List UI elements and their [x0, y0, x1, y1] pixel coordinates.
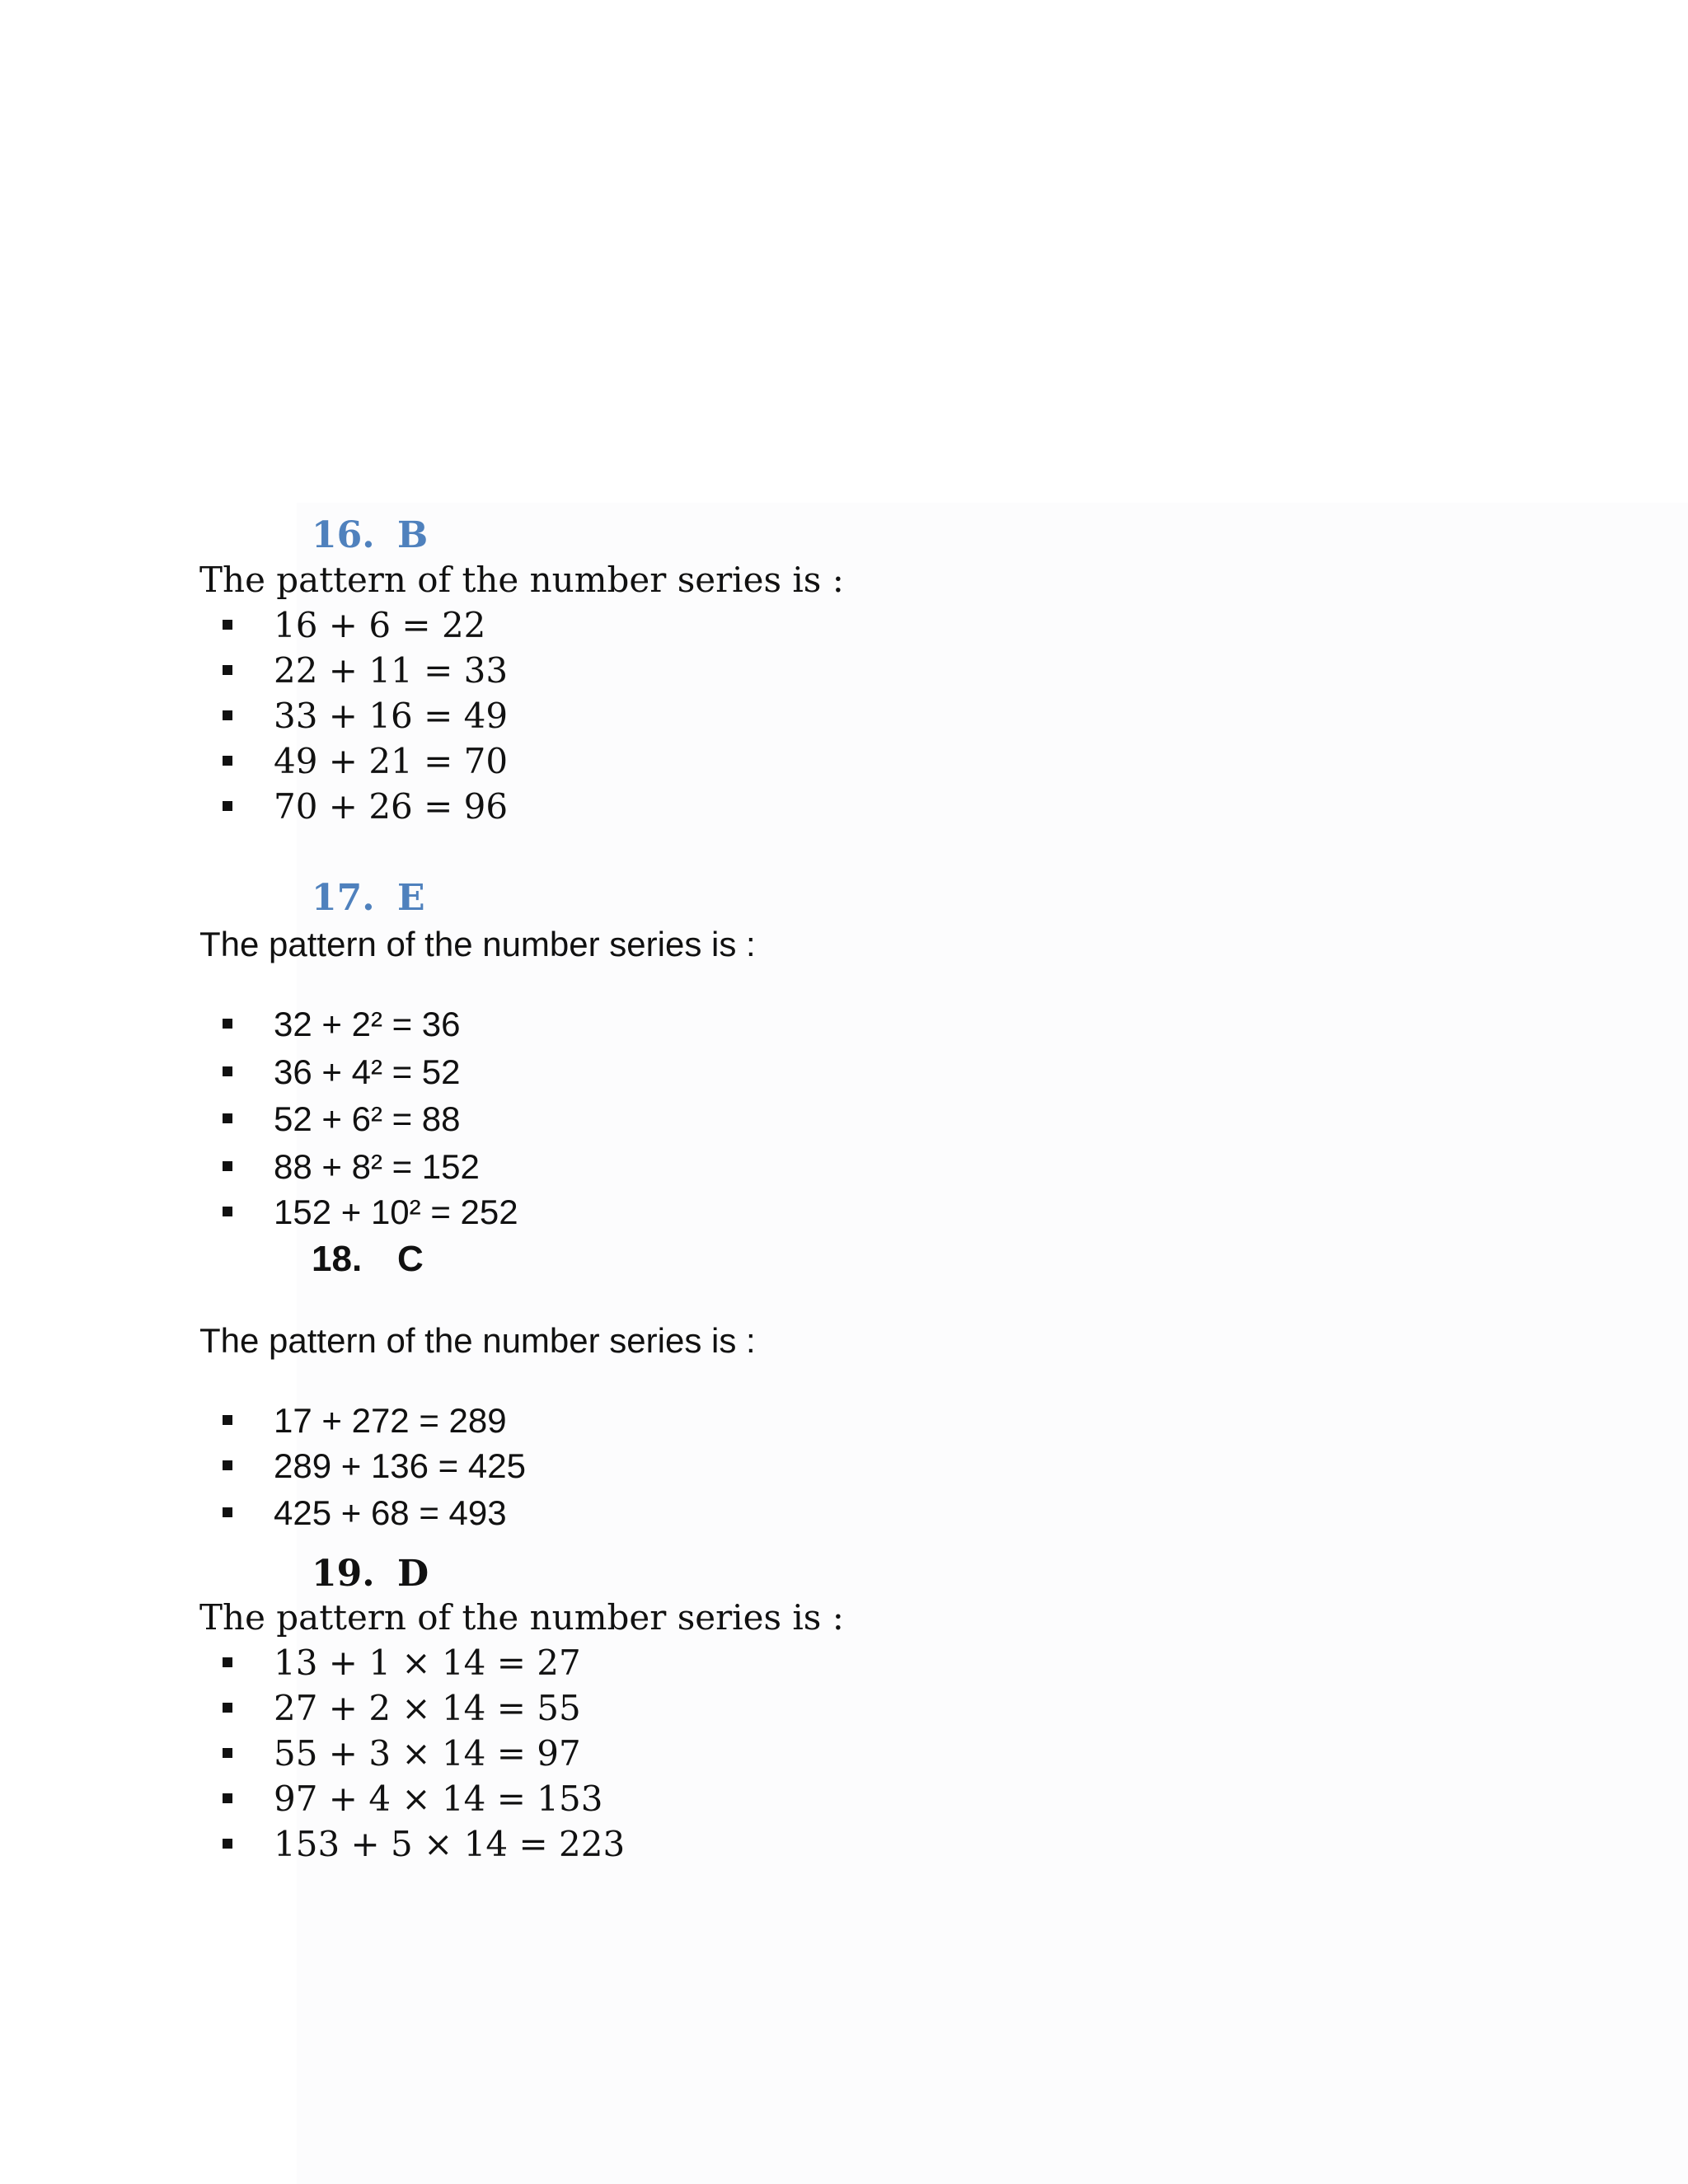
bullet-icon	[223, 710, 232, 720]
answer-heading	[312, 1553, 429, 1595]
clipped-region	[223, 1493, 552, 1532]
list-item	[223, 1779, 603, 1819]
answer-letter: C	[397, 1239, 424, 1279]
list-item	[223, 1493, 507, 1532]
bullet-icon	[223, 1415, 232, 1425]
list-item	[223, 1099, 461, 1138]
list-item	[223, 1401, 507, 1440]
list-item	[223, 741, 509, 781]
list-item	[223, 1643, 581, 1683]
list-item	[223, 1007, 461, 1042]
bullet-icon	[223, 1161, 232, 1171]
answer-heading	[312, 877, 425, 919]
series-step: 49 + 21 = 70	[274, 741, 509, 781]
pattern-intro: The pattern of the number series is :	[199, 925, 756, 963]
bullet-icon	[223, 1460, 232, 1470]
list-item	[223, 1824, 626, 1864]
bullet-icon	[223, 665, 232, 675]
answer-number: 19.	[312, 1553, 375, 1595]
bullet-icon	[223, 756, 232, 766]
answer-letter: D	[397, 1553, 429, 1595]
bullet-icon	[223, 1793, 232, 1803]
series-step: 88 + 8² = 152	[274, 1147, 480, 1186]
list-item	[223, 1147, 480, 1186]
series-step: 425 + 68 = 493	[274, 1493, 507, 1532]
list-item	[223, 1195, 518, 1230]
series-step: 52 + 6² = 88	[274, 1099, 461, 1138]
series-step: 289 + 136 = 425	[274, 1446, 526, 1485]
list-item	[223, 1052, 461, 1091]
series-step: 16 + 6 = 22	[274, 605, 486, 645]
answer-number: 17.	[312, 877, 375, 919]
list-item	[223, 786, 509, 827]
pattern-intro: The pattern of the number series is :	[199, 560, 844, 600]
answer-number: 16.	[312, 514, 375, 556]
list-item	[223, 1446, 526, 1485]
bullet-icon	[223, 620, 232, 630]
bullet-icon	[223, 1748, 232, 1758]
answer-heading	[312, 1241, 424, 1277]
series-step: 70 + 26 = 96	[274, 786, 509, 827]
list-item	[223, 1688, 581, 1728]
bullet-icon	[223, 1839, 232, 1849]
series-step: 32 + 2² = 36	[274, 1005, 461, 1043]
series-step: 17 + 272 = 289	[274, 1401, 507, 1440]
answer-heading	[312, 514, 429, 556]
series-step: 55 + 3 × 14 = 97	[274, 1733, 581, 1774]
answer-number: 18.	[312, 1239, 363, 1279]
bullet-icon	[223, 801, 232, 811]
series-step: 13 + 1 × 14 = 27	[274, 1643, 581, 1683]
series-step: 152 + 10² = 252	[274, 1193, 518, 1231]
series-step: 27 + 2 × 14 = 55	[274, 1688, 581, 1728]
bullet-icon	[223, 1019, 232, 1029]
series-step: 22 + 11 = 33	[274, 650, 509, 691]
series-step: 97 + 4 × 14 = 153	[274, 1779, 603, 1819]
list-item	[223, 605, 486, 645]
list-item	[223, 1733, 581, 1774]
bullet-icon	[223, 1207, 232, 1216]
bullet-icon	[223, 1507, 232, 1517]
list-item	[223, 650, 509, 691]
series-step: 33 + 16 = 49	[274, 696, 509, 736]
list-item	[223, 696, 509, 736]
series-step: 36 + 4² = 52	[274, 1052, 461, 1091]
bullet-icon	[223, 1657, 232, 1667]
series-step: 153 + 5 × 14 = 223	[274, 1824, 626, 1864]
bullet-icon	[223, 1113, 232, 1123]
answer-letter: E	[397, 877, 425, 919]
bullet-icon	[223, 1703, 232, 1713]
bullet-icon	[223, 1066, 232, 1076]
pattern-intro: The pattern of the number series is :	[199, 1597, 844, 1638]
answer-letter: B	[397, 514, 429, 556]
pattern-intro: The pattern of the number series is :	[199, 1321, 756, 1360]
